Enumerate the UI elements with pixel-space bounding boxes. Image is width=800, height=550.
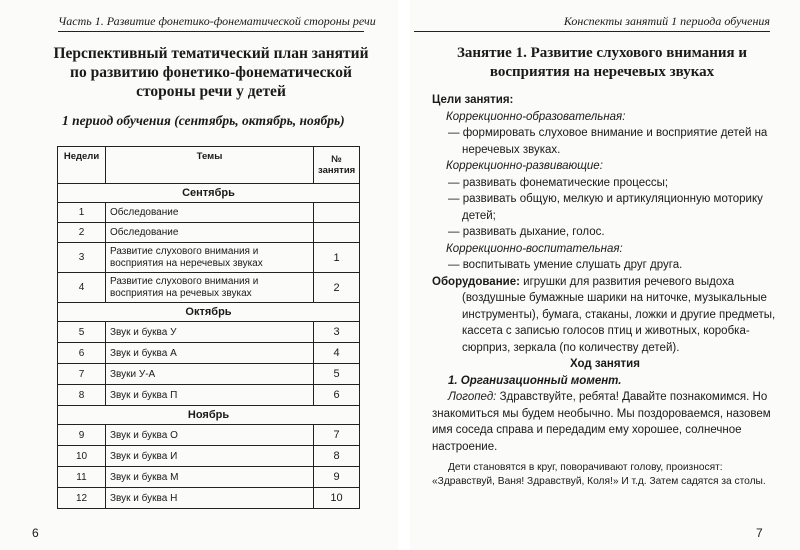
lesson-cell xyxy=(314,203,360,223)
month-row-september: Сентябрь xyxy=(58,184,360,203)
lesson-title: Занятие 1. Развитие слухового внимания и восприятия на неречевых звуках xyxy=(456,45,748,80)
table-row xyxy=(58,446,360,467)
week-cell: 8 xyxy=(58,385,106,406)
cd-item: — развивать фонематические процессы; xyxy=(448,176,669,189)
table-row xyxy=(58,467,360,488)
speaker-label: Логопед: xyxy=(448,391,497,403)
period-heading: 1 период обучения (сентябрь, октябрь, ноябрь) xyxy=(62,113,345,128)
lesson-cell xyxy=(314,223,360,243)
course-heading: Ход занятия xyxy=(570,358,640,370)
plan-title: Перспективный тематический план занятий по развитию фонетико-фонематической стороны речи у детей xyxy=(53,45,369,100)
lesson-cell: 6 xyxy=(314,385,360,406)
week-cell: 10 xyxy=(58,446,106,467)
lesson-cell: 7 xyxy=(314,425,360,446)
correctional-educational-label: Коррекционно-образовательная: xyxy=(446,110,626,123)
topic-cell: Звук и буква А xyxy=(106,343,314,364)
lesson-cell: 2 xyxy=(314,273,360,303)
left-running-head: Часть 1. Развитие фонетико-фонематической стороны речи xyxy=(58,14,364,32)
topic-cell: Обследование xyxy=(106,223,314,243)
lesson-cell: 1 xyxy=(314,243,360,273)
month-row-october: Октябрь xyxy=(58,303,360,322)
topic-cell: Звук и буква М xyxy=(106,467,314,488)
speech-text: Здравствуйте, ребята! Давайте познакомимся. Но знакомиться мы будем необычно. Мы поздороваемся, назовем имя соседа справа и передадим ему хорошее, солнечное настроение. xyxy=(432,391,771,453)
lesson-cell: 3 xyxy=(314,322,360,343)
left-page xyxy=(0,0,398,550)
right-page-number: 7 xyxy=(756,526,763,540)
table-row xyxy=(58,488,360,509)
step-heading: 1. Организационный момент. xyxy=(448,374,622,387)
correctional-developing-label: Коррекционно-развивающие: xyxy=(446,160,603,172)
cu-item: — воспитывать умение слушать друг друга. xyxy=(448,259,683,271)
month-row-november: Ноябрь xyxy=(58,406,360,425)
table-row xyxy=(58,343,360,364)
lesson-cell: 8 xyxy=(314,446,360,467)
week-cell: 2 xyxy=(58,223,106,243)
table-row xyxy=(58,322,360,343)
col-header-topics: Темы xyxy=(106,147,314,184)
week-cell: 9 xyxy=(58,425,106,446)
book-gutter xyxy=(398,0,410,550)
correctional-upbringing-label: Коррекционно-воспитательная: xyxy=(446,242,623,255)
week-cell: 1 xyxy=(58,203,106,223)
lesson-cell: 5 xyxy=(314,364,360,385)
col-header-weeks: Недели xyxy=(58,147,106,184)
table-header-row xyxy=(58,147,360,184)
equipment-paragraph xyxy=(432,274,778,357)
table-row xyxy=(58,425,360,446)
table-row xyxy=(58,223,360,243)
cd-item: — развивать дыхание, голос. xyxy=(448,226,605,238)
topic-cell: Развитие слухового внимания и восприятия на неречевых звуках xyxy=(106,243,314,273)
week-cell: 6 xyxy=(58,343,106,364)
lesson-body xyxy=(432,92,778,489)
lesson-cell: 9 xyxy=(314,467,360,488)
topic-cell: Звуки У-А xyxy=(106,364,314,385)
left-page-number: 6 xyxy=(32,526,39,540)
ce-item: — формировать слуховое внимание и восприятие детей на неречевых звуках. xyxy=(448,127,768,156)
equipment-text: игрушки для развития речевого выдоха (воздушные бумажные шарики на ниточке, музыкальные инструменты), бумага, стаканы, ложки и другие предметы, кассета с записью голосов птиц и животных, коробка-сюрприз, зеркала (по количеству детей). xyxy=(462,275,776,354)
topic-cell: Развитие слухового внимания и восприятия на речевых звуках xyxy=(106,273,314,303)
cd-item: — развивать общую, мелкую и артикуляционную моторику детей; xyxy=(448,193,763,222)
table-row xyxy=(58,364,360,385)
topic-cell: Обследование xyxy=(106,203,314,223)
col-header-lesson-no: № занятия xyxy=(314,147,360,184)
topic-cell: Звук и буква О xyxy=(106,425,314,446)
right-page xyxy=(410,0,800,550)
topic-cell: Звук и буква И xyxy=(106,446,314,467)
plan-table xyxy=(57,146,360,509)
week-cell: 12 xyxy=(58,488,106,509)
table-row xyxy=(58,385,360,406)
topic-cell: Звук и буква У xyxy=(106,322,314,343)
week-cell: 5 xyxy=(58,322,106,343)
week-cell: 7 xyxy=(58,364,106,385)
topic-cell: Звук и буква Н xyxy=(106,488,314,509)
goals-label: Цели занятия: xyxy=(432,94,514,106)
lesson-cell: 4 xyxy=(314,343,360,364)
equipment-label: Оборудование: xyxy=(432,275,520,288)
week-cell: 3 xyxy=(58,243,106,273)
right-running-head: Конспекты занятий 1 периода обучения xyxy=(414,14,770,32)
table-row xyxy=(58,203,360,223)
lesson-cell: 10 xyxy=(314,488,360,509)
table-row xyxy=(58,243,360,273)
topic-cell: Звук и буква П xyxy=(106,385,314,406)
week-cell: 11 xyxy=(58,467,106,488)
speech-paragraph xyxy=(432,389,778,455)
table-row xyxy=(58,273,360,303)
week-cell: 4 xyxy=(58,273,106,303)
stage-note: Дети становятся в круг, поворачивают голову, произносят: «Здравствуй, Ваня! Здравствуй, Коля!» И т.д. Затем садятся за столы. xyxy=(432,462,766,487)
